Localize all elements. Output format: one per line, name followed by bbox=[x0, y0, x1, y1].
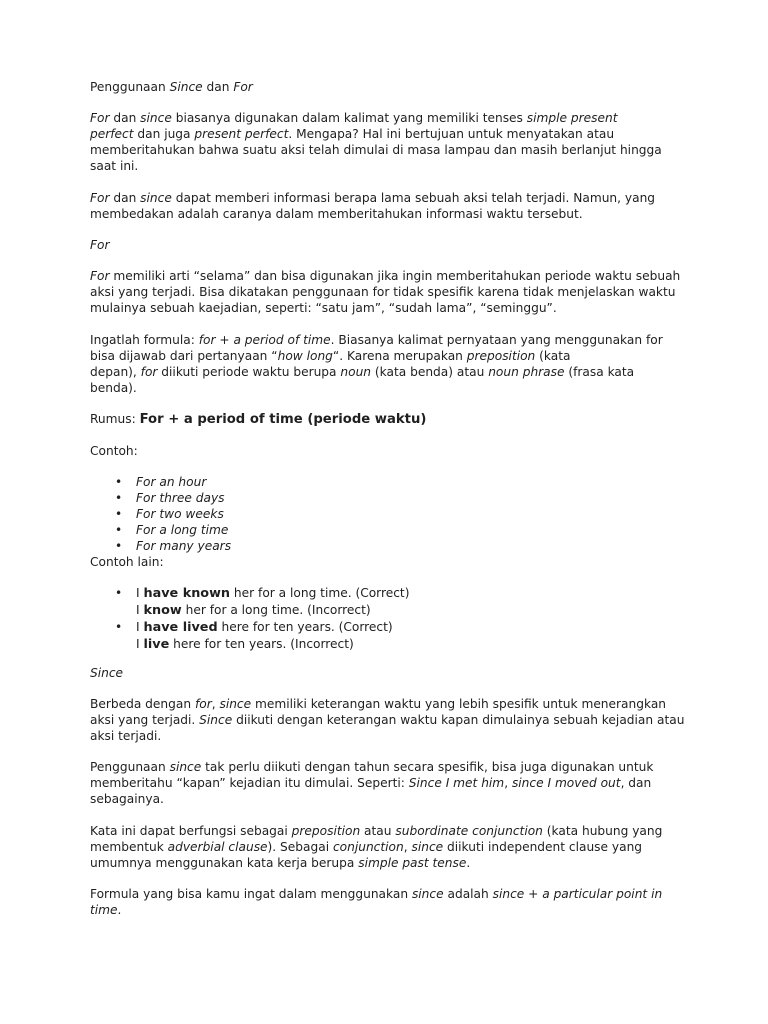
list-item: • For a long time bbox=[90, 522, 690, 538]
title-text: dan bbox=[202, 80, 234, 94]
document-title bbox=[90, 79, 690, 95]
contoh-lain-label: Contoh lain: bbox=[90, 555, 164, 569]
list-item: • For three days bbox=[90, 490, 690, 506]
list-item: • For two weeks bbox=[90, 506, 690, 522]
contoh-list bbox=[90, 474, 690, 554]
title-for: For bbox=[233, 80, 253, 94]
formula-paragraph: Ingatlah formula: for + a period of time. Biasanya kalimat pernyataan yang menggunakan for bisa dijawab dari pertanyaan “how long“. Karena merupakan preposition (kata depan), for diikuti periode waktu berupa noun (kata benda) atau noun phrase (frasa kata benda). bbox=[90, 333, 663, 395]
since-paragraph-4: Formula yang bisa kamu ingat dalam menggunakan since adalah since + a particular point in time. bbox=[90, 887, 663, 917]
title-text: Penggunaan bbox=[90, 80, 170, 94]
since-paragraph-1: Berbeda dengan for, since memiliki keterangan waktu yang lebih spesifik untuk menerangkan aksi yang terjadi. Since diikuti dengan keterangan waktu kapan dimulainya sebuah kejadian atau aksi terjadi. bbox=[90, 697, 685, 743]
intro-paragraph-2: For dan since dapat memberi informasi berapa lama sebuah aksi telah terjadi. Namun, yang membedakan adalah caranya dalam memberitahukan informasi waktu tersebut. bbox=[90, 191, 656, 221]
contoh-label: Contoh: bbox=[90, 444, 138, 458]
example-correct: • I have lived here for ten years. (Correct) bbox=[136, 620, 393, 635]
intro-paragraph-1: For dan since biasanya digunakan dalam kalimat yang memiliki tenses simple present perfect dan juga present perfect. Mengapa? Hal ini bertujuan untuk menyatakan atau memberitahukan bahwa suatu aksi telah dimulai di masa lampau dan masih berlanjut hingga saat ini. bbox=[90, 111, 662, 173]
since-paragraph-3: Kata ini dapat berfungsi sebagai preposition atau subordinate conjunction (kata hubung yang membentuk adverbial clause). Sebagai conjunction, since diikuti independent clause yang umumnya menggunakan kata kerja berupa simple past tense. bbox=[90, 824, 663, 870]
since-paragraph-2: Penggunaan since tak perlu diikuti dengan tahun secara spesifik, bisa juga digunakan untuk memberitahu “kapan” kejadian itu dimulai. Seperti: Since I met him, since I moved out, dan sebagainya. bbox=[90, 760, 654, 806]
for-heading: For bbox=[90, 238, 110, 252]
rumus-value: For + a period of time (periode waktu) bbox=[139, 412, 427, 427]
title-since: Since bbox=[169, 80, 203, 94]
example-incorrect: I live here for ten years. (Incorrect) bbox=[136, 637, 354, 652]
example-incorrect: I know her for a long time. (Incorrect) bbox=[136, 603, 371, 618]
list-item bbox=[90, 619, 690, 653]
since-heading: Since bbox=[90, 666, 124, 680]
example-correct: • I have known her for a long time. (Correct) bbox=[136, 586, 410, 601]
list-item: • For many years bbox=[90, 538, 690, 554]
list-item bbox=[90, 585, 690, 619]
for-paragraph: For memiliki arti “selama” dan bisa digunakan jika ingin memberitahukan periode waktu sebuah aksi yang terjadi. Bisa dikatakan penggunaan for tidak spesifik karena tidak menjelaskan waktu mulainya sebuah kaejadian, seperti: “satu jam”, “sudah lama”, “seminggu”. bbox=[90, 269, 681, 315]
contoh-lain-list bbox=[90, 585, 690, 653]
rumus-label: Rumus: bbox=[90, 412, 140, 426]
list-item: • For an hour bbox=[90, 474, 690, 490]
rumus-line bbox=[90, 411, 690, 428]
